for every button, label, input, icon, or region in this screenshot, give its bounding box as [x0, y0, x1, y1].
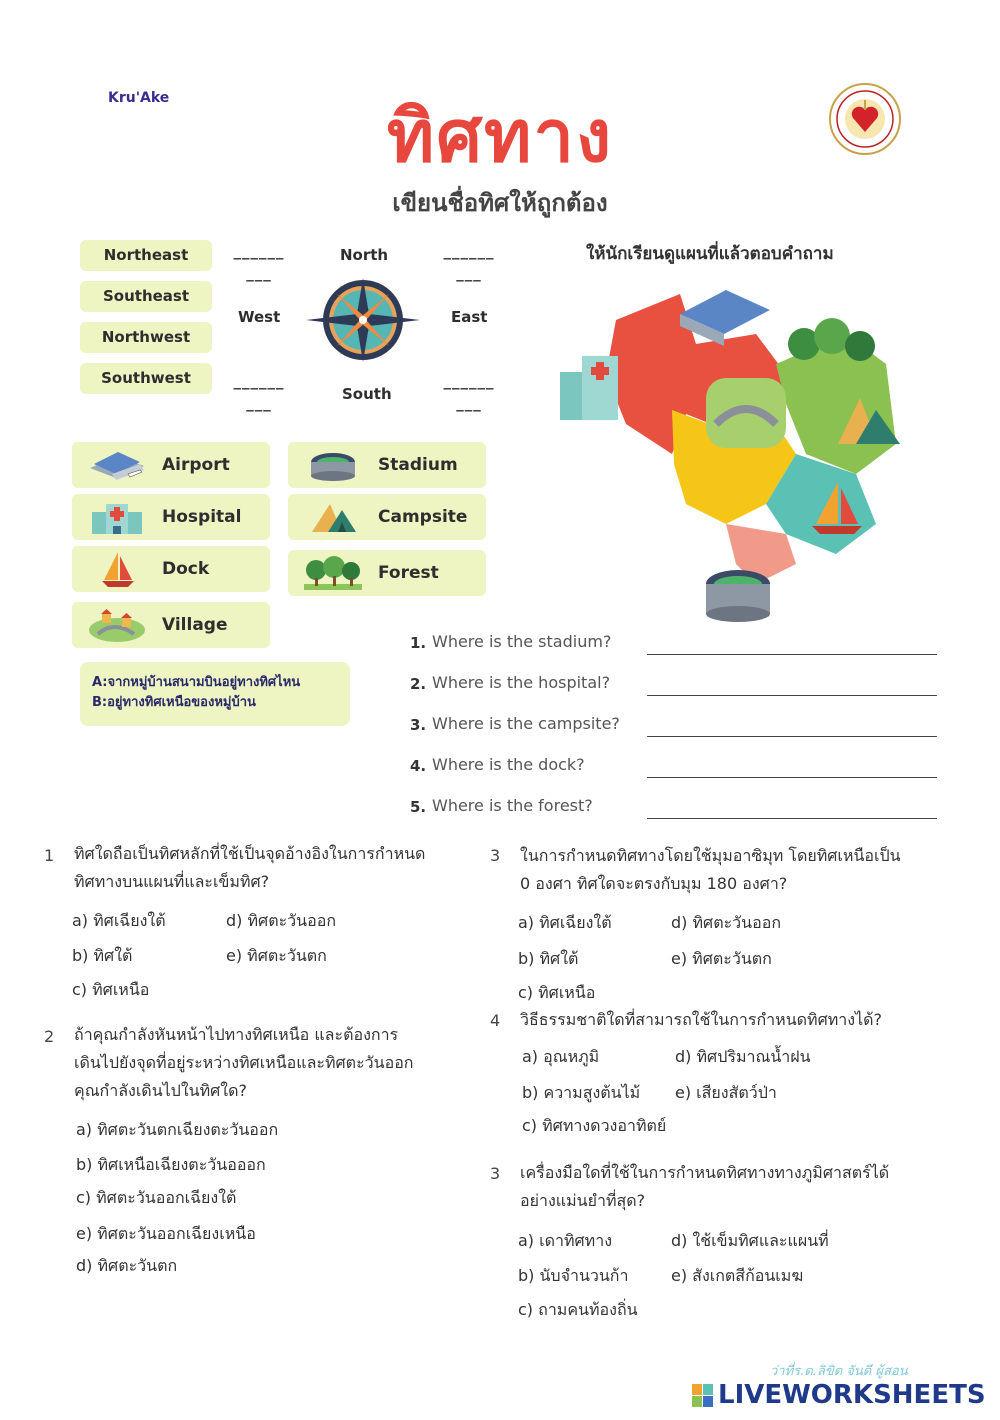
tent-icon [300, 498, 366, 536]
mc-q1-text [74, 840, 484, 896]
mc-q1-option-b[interactable]: b) ทิศใต้ [72, 946, 133, 965]
mc-q5-option-e[interactable]: e) สังเกตสีก้อนเมฆ [671, 1266, 804, 1285]
question-text: Where is the campsite? [432, 714, 620, 733]
question-number: 2. [410, 675, 427, 693]
mc-q3-line1: ในการกำหนดทิศทางโดยใช้มุมอาซิมุท โดยทิศเหนือเป็น [520, 846, 901, 865]
map-question-2 [410, 671, 940, 701]
place-label-hospital: Hospital [162, 507, 242, 527]
map-stadium-icon [706, 570, 770, 622]
mc-q2-option-c[interactable]: c) ทิศตะวันออกเฉียงใต้ [76, 1188, 237, 1207]
teacher-credit: ว่าที่ร.ต.ลิขิต จันดี ผู้สอน [770, 1364, 908, 1379]
question-number: 3. [410, 716, 427, 734]
chip-southeast[interactable]: Southeast [80, 281, 212, 312]
map-question-5 [410, 794, 940, 824]
hospital-icon [84, 498, 150, 536]
compass-north-label: North [340, 246, 389, 264]
note-line-a: A:จากหมู่บ้านสนามบินอยู่ทางทิศไหน [92, 675, 301, 690]
mc-q1-number: 1 [44, 846, 55, 865]
mc-q4-option-b[interactable]: b) ความสูงต้นไม้ [522, 1083, 641, 1102]
mc-q5-line2: อย่างแม่นยำที่สุด? [520, 1191, 646, 1210]
answer-line[interactable] [647, 777, 937, 778]
mc-q3-line2: 0 องศา ทิศใดจะตรงกับมุม 180 องศา? [520, 874, 788, 893]
mc-q3-option-c[interactable]: c) ทิศเหนือ [518, 983, 596, 1002]
blank-southeast[interactable]: ______ ___ [443, 372, 495, 412]
chip-southwest[interactable]: Southwest [80, 363, 212, 394]
dialogue-note [80, 662, 350, 726]
compass-east-label: East [451, 308, 488, 326]
mc-q1-option-c[interactable]: c) ทิศเหนือ [72, 980, 150, 999]
mc-q3-option-d[interactable]: d) ทิศตะวันออก [671, 913, 781, 932]
chip-northeast[interactable]: Northeast [80, 240, 212, 271]
question-text: Where is the forest? [432, 796, 593, 815]
mc-q3-option-e[interactable]: e) ทิศตะวันตก [671, 949, 772, 968]
mc-q5-option-a[interactable]: a) เดาทิศทาง [518, 1231, 613, 1250]
place-chip-campsite[interactable] [288, 494, 486, 540]
compass-south-label: South [342, 385, 392, 403]
mc-q4-option-d[interactable]: d) ทิศปริมาณน้ำฝน [675, 1047, 811, 1066]
mc-q2-text [74, 1021, 484, 1105]
stadium-icon [300, 446, 366, 484]
mc-q2-option-a[interactable]: a) ทิศตะวันตกเฉียงตะวันออก [76, 1120, 279, 1139]
village-icon [84, 606, 150, 644]
answer-line[interactable] [647, 695, 937, 696]
place-label-dock: Dock [162, 559, 210, 579]
question-text: Where is the hospital? [432, 673, 611, 692]
map-illustration [556, 284, 906, 630]
place-chip-stadium[interactable] [288, 442, 486, 488]
blank-northeast[interactable]: ______ ___ [443, 242, 495, 282]
answer-line[interactable] [647, 736, 937, 737]
map-instruction: ให้นักเรียนดูแผนที่แล้วตอบคำถาม [586, 244, 834, 264]
mc-q4-option-c[interactable]: c) ทิศทางดวงอาทิตย์ [522, 1116, 667, 1135]
mc-q5-option-d[interactable]: d) ใช้เข็มทิศและแผนที่ [671, 1231, 829, 1250]
mc-q3-text [520, 842, 960, 898]
mc-q1-option-e[interactable]: e) ทิศตะวันตก [226, 946, 327, 965]
mc-q4-number: 4 [490, 1011, 501, 1030]
school-seal-icon [828, 82, 902, 156]
mc-q2-line2: เดินไปยังจุดที่อยู่ระหว่างทิศเหนือและทิศตะวันออก [74, 1053, 414, 1072]
page-title: ทิศทาง [386, 94, 614, 178]
place-chip-forest[interactable] [288, 550, 486, 596]
question-text: Where is the stadium? [432, 632, 612, 651]
mc-q5-text [520, 1159, 960, 1215]
answer-line[interactable] [647, 654, 937, 655]
mc-q1-option-a[interactable]: a) ทิศเฉียงใต้ [72, 911, 166, 930]
mc-q2-line1: ถ้าคุณกำลังหันหน้าไปทางทิศเหนือ และต้องการ [74, 1025, 399, 1044]
mc-q4-option-e[interactable]: e) เสียงสัตว์ป่า [675, 1083, 777, 1102]
mc-q4-text [520, 1006, 960, 1034]
place-label-campsite: Campsite [378, 507, 468, 527]
compass-rose-icon [304, 270, 422, 370]
place-chip-dock[interactable] [72, 546, 270, 592]
author-label: Kru'Ake [108, 90, 170, 106]
mc-q3-number: 3 [490, 846, 501, 865]
compass-west-label: West [238, 308, 281, 326]
place-label-village: Village [162, 615, 228, 635]
map-question-4 [410, 753, 940, 783]
liveworksheets-logo-icon [692, 1384, 714, 1408]
mc-q3-option-b[interactable]: b) ทิศใต้ [518, 949, 579, 968]
mc-q3-option-a[interactable]: a) ทิศเฉียงใต้ [518, 913, 612, 932]
place-chip-hospital[interactable] [72, 494, 270, 540]
mc-q1-line2: ทิศทางบนแผนที่และเข็มทิศ? [74, 872, 270, 891]
mc-q5-option-b[interactable]: b) นับจำนวนก้า [518, 1266, 629, 1285]
mc-q2-number: 2 [44, 1027, 55, 1046]
airport-icon [84, 446, 150, 484]
mc-q2-option-b[interactable]: b) ทิศเหนือเฉียงตะวันอออก [76, 1155, 266, 1174]
mc-q2-option-d[interactable]: d) ทิศตะวันตก [76, 1256, 178, 1275]
answer-line[interactable] [647, 818, 937, 819]
place-chip-airport[interactable] [72, 442, 270, 488]
liveworksheets-brand[interactable]: LIVEWORKSHEETS [718, 1380, 986, 1410]
mc-q2-option-e[interactable]: e) ทิศตะวันออกเฉียงเหนือ [76, 1224, 256, 1243]
mc-q4-option-a[interactable]: a) อุณหภูมิ [522, 1047, 600, 1066]
blank-northwest[interactable]: ______ ___ [233, 242, 285, 282]
mc-q1-line1: ทิศใดถือเป็นทิศหลักที่ใช้เป็นจุดอ้างอิงในการกำหนด [74, 844, 426, 863]
chip-northwest[interactable]: Northwest [80, 322, 212, 353]
map-question-1 [410, 630, 940, 660]
place-label-airport: Airport [162, 455, 230, 475]
question-text: Where is the dock? [432, 755, 585, 774]
map-hospital-icon [560, 356, 618, 420]
note-line-b: B:อยู่ทางทิศเหนือของหมู่บ้าน [92, 695, 256, 710]
place-chip-village[interactable] [72, 602, 270, 648]
mc-q5-line1: เครื่องมือใดที่ใช้ในการกำหนดทิศทางทางภูมิศาสตร์ได้ [520, 1163, 890, 1182]
question-number: 4. [410, 757, 427, 775]
page-subtitle: เขียนชื่อทิศให้ถูกต้อง [392, 189, 608, 217]
mc-q1-option-d[interactable]: d) ทิศตะวันออก [226, 911, 336, 930]
question-number: 5. [410, 798, 427, 816]
place-label-forest: Forest [378, 563, 439, 583]
question-number: 1. [410, 634, 427, 652]
forest-icon [300, 554, 366, 592]
place-label-stadium: Stadium [378, 455, 458, 475]
sailboat-icon [84, 550, 150, 588]
mc-q4-line1: วิธีธรรมชาติใดที่สามารถใช้ในการกำหนดทิศทางได้? [520, 1010, 883, 1029]
mc-q5-option-c[interactable]: c) ถามคนท้องถิ่น [518, 1300, 638, 1319]
blank-southwest[interactable]: ______ ___ [233, 372, 285, 412]
mc-q5-number: 3 [490, 1164, 501, 1183]
mc-q2-line3: คุณกำลังเดินไปในทิศใด? [74, 1081, 247, 1100]
map-question-3 [410, 712, 940, 742]
